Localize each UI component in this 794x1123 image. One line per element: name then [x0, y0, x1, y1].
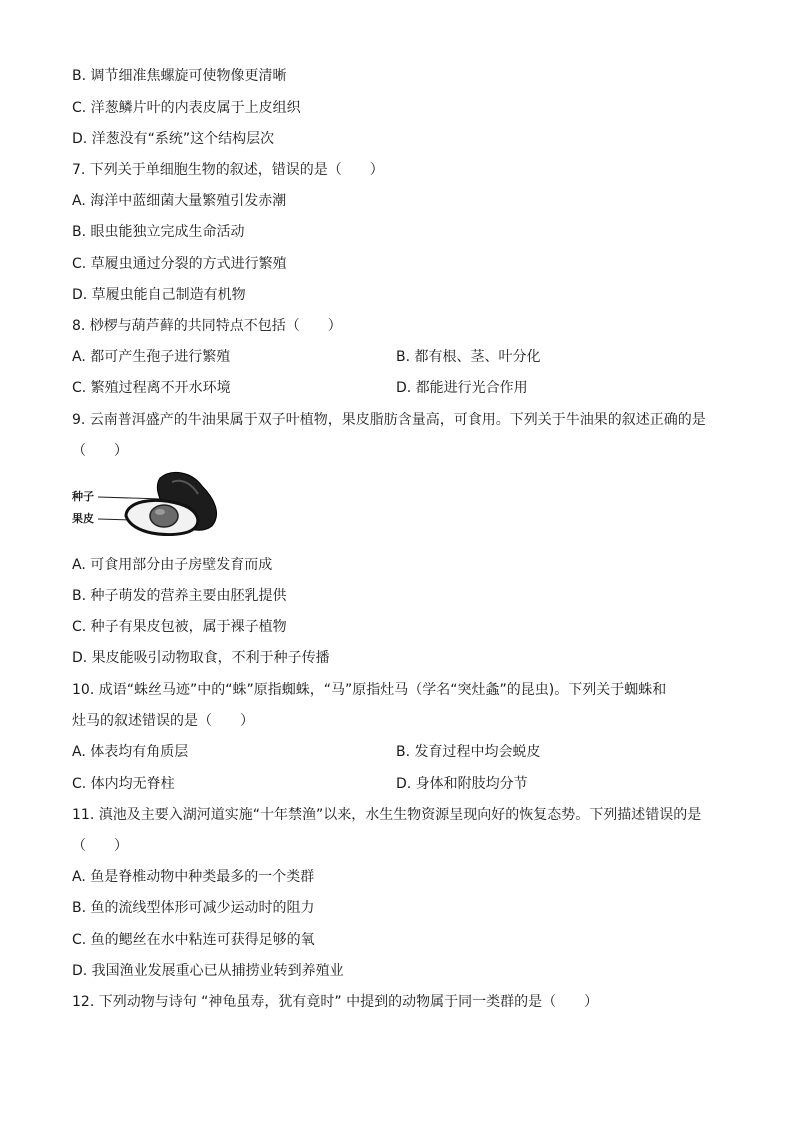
q7-option-c: C. 草履虫通过分裂的方式进行繁殖: [72, 256, 287, 272]
label-seed: 种子: [72, 490, 94, 503]
q10-stem-continuation: 灶马的叙述错误的是（ ）: [72, 713, 254, 729]
q9-stem-continuation: （ ）: [72, 443, 128, 459]
q10-option-a: A. 体表均有角质层: [72, 744, 189, 760]
q8-stem: 8. 桫椤与葫芦藓的共同特点不包括（ ）: [72, 318, 342, 334]
q6-option-b: B. 调节细准焦螺旋可使物像更清晰: [72, 68, 287, 84]
q9-option-b: B. 种子萌发的营养主要由胚乳提供: [72, 588, 287, 604]
q8-option-a: A. 都可产生孢子进行繁殖: [72, 349, 231, 365]
q9-stem: 9. 云南普洱盛产的牛油果属于双子叶植物，果皮脂肪含量高，可食用。下列关于牛油果的叙述正确的是: [72, 412, 706, 428]
q7-option-a: A. 海洋中蓝细菌大量繁殖引发赤潮: [72, 193, 287, 209]
q9-option-a: A. 可食用部分由子房壁发育而成: [72, 557, 273, 573]
q10-option-d: D. 身体和附肢均分节: [396, 776, 528, 792]
q8-option-b: B. 都有根、茎、叶分化: [396, 349, 541, 365]
q9-option-c: C. 种子有果皮包被，属于裸子植物: [72, 619, 287, 635]
q11-option-a: A. 鱼是脊椎动物中种类最多的一个类群: [72, 869, 315, 885]
q11-option-b: B. 鱼的流线型体形可减少运动时的阻力: [72, 900, 315, 916]
q7-option-b: B. 眼虫能独立完成生命活动: [72, 224, 245, 240]
q11-stem: 11. 滇池及主要入湖河道实施“十年禁渔”以来，水生生物资源呈现向好的恢复态势。下列描述错误的是: [72, 807, 702, 823]
q9-option-d: D. 果皮能吸引动物取食，不利于种子传播: [72, 650, 330, 666]
label-peel: 果皮: [72, 512, 94, 525]
q7-option-d: D. 草履虫能自己制造有机物: [72, 287, 246, 303]
q10-option-b: B. 发育过程中均会蜕皮: [396, 744, 541, 760]
q10-stem: 10. 成语“蛛丝马迹”中的“蛛”原指蜘蛛，“马”原指灶马（学名“突灶螽”的昆虫)。下列关于蜘蛛和: [72, 682, 667, 698]
q12-stem: 12. 下列动物与诗句 “神龟虽寿，犹有竟时” 中提到的动物属于同一类群的是（ ）: [72, 994, 599, 1010]
q8-option-d: D. 都能进行光合作用: [396, 380, 528, 396]
q8-option-c: C. 繁殖过程离不开水环境: [72, 380, 231, 396]
q11-option-d: D. 我国渔业发展重心已从捕捞业转到养殖业: [72, 963, 344, 979]
q6-option-d: D. 洋葱没有“系统”这个结构层次: [72, 131, 275, 147]
q11-option-c: C. 鱼的鳃丝在水中粘连可获得足够的氧: [72, 932, 315, 948]
q7-stem: 7. 下列关于单细胞生物的叙述，错误的是（ ）: [72, 162, 384, 178]
q11-stem-continuation: （ ）: [72, 838, 128, 854]
q10-option-c: C. 体内均无脊柱: [72, 776, 175, 792]
avocado-figure: [72, 468, 222, 536]
q6-option-c: C. 洋葱鳞片叶的内表皮属于上皮组织: [72, 100, 301, 116]
avocado-illustration: [72, 468, 222, 536]
